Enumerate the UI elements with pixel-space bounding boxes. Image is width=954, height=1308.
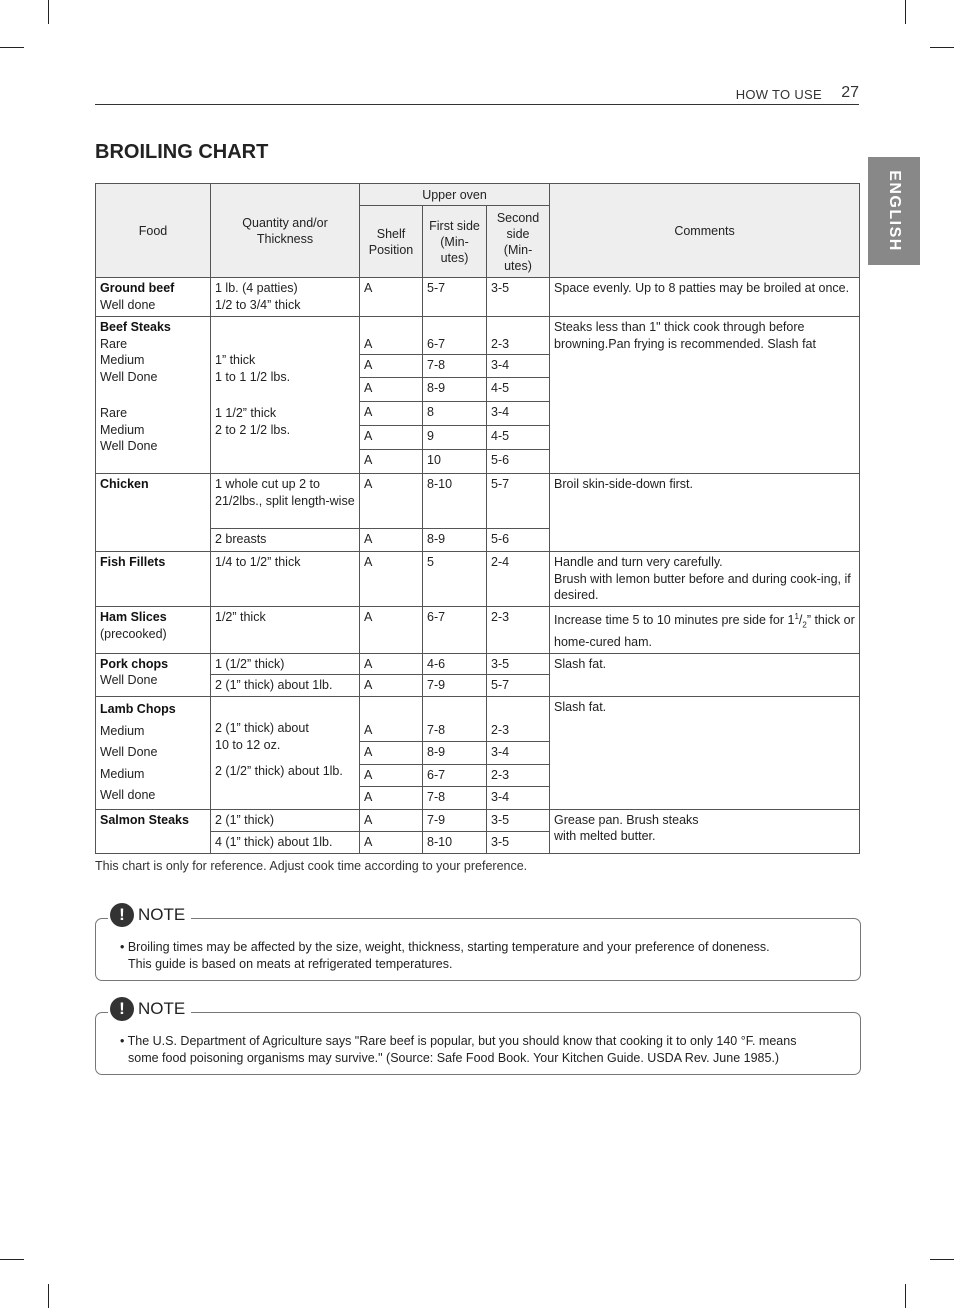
- page-title: BROILING CHART: [95, 141, 269, 163]
- shelf-cell: A: [360, 675, 423, 697]
- quantity-text: 1” thick: [215, 353, 256, 367]
- quantity-cell: 1 whole cut up 2 to 21/2lbs., split length-wise: [211, 474, 360, 529]
- food-name: Chicken: [100, 477, 149, 491]
- second-side-cell: 3-5: [487, 831, 550, 853]
- first-side-cell: 6-7: [423, 317, 487, 355]
- shelf-cell: A: [360, 450, 423, 474]
- food-cell: [96, 697, 211, 810]
- doneness: Well Done: [100, 745, 158, 760]
- shelf-cell: A: [360, 552, 423, 607]
- quantity-text: 1/2 to 3/4” thick: [215, 297, 301, 312]
- first-side-cell: 7-9: [423, 809, 487, 831]
- note-label: NOTE: [138, 905, 186, 924]
- comment-cell: [550, 809, 860, 853]
- page-header: [95, 84, 859, 105]
- second-side-cell: 5-7: [487, 675, 550, 697]
- food-name: Lamb Chops: [100, 702, 176, 717]
- broiling-chart-table: [95, 183, 860, 854]
- note-line: • Broiling times may be affected by the size, weight, thickness, starting temperature and your preference of doneness.: [120, 940, 770, 954]
- col-header-quantity: Quantity and/or Thickness: [211, 184, 360, 278]
- quantity-cell: 1/4 to 1/2” thick: [211, 552, 360, 607]
- shelf-cell: A: [360, 787, 423, 809]
- fraction-denominator: 2: [802, 620, 807, 630]
- crop-mark: [905, 1284, 906, 1308]
- first-side-cell: 6-7: [423, 764, 487, 787]
- note-text: [120, 1033, 850, 1066]
- table-row: [96, 552, 860, 607]
- first-side-cell: 7-8: [423, 787, 487, 809]
- comment-cell: Space evenly. Up to 8 patties may be broiled at once.: [550, 278, 860, 317]
- comment-cell: Increase time 5 to 10 minutes pre side for $1^1/_2$” thick or home-cured ham.: [550, 607, 860, 654]
- second-side-cell: 3-5: [487, 653, 550, 675]
- food-cell: [96, 607, 211, 654]
- comment-cell: Steaks less than 1" thick cook through before browning.Pan frying is recommended. Slash fat: [550, 317, 860, 474]
- second-side-cell: 2-3: [487, 607, 550, 654]
- quantity-cell: [211, 317, 360, 474]
- shelf-cell: A: [360, 653, 423, 675]
- quantity-cell: 4 (1” thick) about 1lb.: [211, 831, 360, 853]
- first-side-cell: 8-9: [423, 378, 487, 402]
- shelf-cell: A: [360, 402, 423, 426]
- quantity-text: 1 to 1 1/2 lbs.: [215, 369, 291, 384]
- second-side-cell: 4-5: [487, 378, 550, 402]
- shelf-cell: A: [360, 831, 423, 853]
- table-row: [96, 278, 860, 317]
- fraction-numerator: 1: [794, 612, 799, 621]
- doneness: Well Done: [100, 439, 158, 453]
- crop-mark: [0, 47, 24, 48]
- second-side-cell: 3-4: [487, 741, 550, 764]
- section-label: HOW TO USE: [735, 87, 822, 102]
- comment-cell: Slash fat.: [550, 653, 860, 697]
- shelf-cell: A: [360, 607, 423, 654]
- quantity-cell: 2 (1” thick) about 1lb.: [211, 675, 360, 697]
- quantity-cell: 1 (1/2” thick): [211, 653, 360, 675]
- col-header-shelf: Shelf Position: [360, 206, 423, 278]
- quantity-text: 2 to 2 1/2 lbs.: [215, 422, 291, 437]
- shelf-cell: A: [360, 378, 423, 402]
- shelf-cell: A: [360, 278, 423, 317]
- doneness: Well done: [100, 297, 156, 312]
- reference-footnote: This chart is only for reference. Adjust cook time according to your preference.: [95, 859, 528, 873]
- second-side-cell: 5-7: [487, 474, 550, 529]
- food-name: Salmon Steaks: [100, 812, 189, 827]
- col-header-comments: Comments: [550, 184, 860, 278]
- shelf-cell: A: [360, 809, 423, 831]
- note-text: [120, 939, 850, 972]
- second-side-cell: 2-3: [487, 764, 550, 787]
- table-row: [96, 607, 860, 654]
- second-side-cell: 2-3: [487, 317, 550, 355]
- crop-mark: [48, 1284, 49, 1308]
- first-side-cell: 5-7: [423, 278, 487, 317]
- quantity-text: 1 1/2” thick: [215, 406, 277, 420]
- first-side-cell: 5: [423, 552, 487, 607]
- second-side-cell: 2-4: [487, 552, 550, 607]
- quantity-cell: [211, 697, 360, 810]
- first-side-cell: 4-6: [423, 653, 487, 675]
- table-row: [96, 653, 860, 675]
- first-side-cell: 8-10: [423, 831, 487, 853]
- first-side-cell: 10: [423, 450, 487, 474]
- note-header: [108, 997, 191, 1021]
- language-tab: [868, 157, 920, 265]
- doneness: Rare: [100, 336, 128, 351]
- note-label: NOTE: [138, 999, 186, 1018]
- note-box: [95, 905, 861, 981]
- crop-mark: [48, 0, 49, 24]
- exclamation-icon: !: [110, 997, 134, 1021]
- food-name: Beef Steaks: [100, 320, 171, 334]
- food-name: Pork chops: [100, 656, 169, 671]
- crop-mark: [930, 47, 954, 48]
- language-tab-label: ENGLISH: [886, 170, 903, 252]
- note-box: [95, 999, 861, 1075]
- note-line: • The U.S. Department of Agriculture says "Rare beef is popular, but you should know that cooking it to only 140 °F. means: [120, 1034, 797, 1048]
- shelf-cell: A: [360, 317, 423, 355]
- shelf-cell: A: [360, 697, 423, 742]
- col-header-second-side: Second side (Min-utes): [487, 206, 550, 278]
- food-cell: [96, 278, 211, 317]
- comment-cell: Broil skin-side-down first.: [550, 474, 860, 552]
- shelf-cell: A: [360, 474, 423, 529]
- food-name: Ground beef: [100, 281, 175, 295]
- comment-text: Handle and turn very carefully.: [554, 555, 723, 569]
- first-side-cell: 9: [423, 426, 487, 450]
- table-row: [96, 697, 860, 742]
- food-name: Fish Fillets: [100, 555, 166, 569]
- quantity-cell: 2 breasts: [211, 529, 360, 552]
- table-row: [96, 317, 860, 355]
- doneness: Medium: [100, 766, 145, 781]
- doneness: Medium: [100, 353, 145, 367]
- doneness: Well done: [100, 788, 156, 803]
- second-side-cell: 2-3: [487, 697, 550, 742]
- shelf-cell: A: [360, 426, 423, 450]
- comment-text: Grease pan. Brush steaks: [554, 812, 699, 827]
- food-note: (precooked): [100, 626, 167, 641]
- comment-cell: Slash fat.: [550, 697, 860, 810]
- exclamation-icon: !: [110, 903, 134, 927]
- second-side-cell: 5-6: [487, 529, 550, 552]
- food-cell: [96, 474, 211, 552]
- first-side-cell: 7-8: [423, 697, 487, 742]
- table-row: [96, 809, 860, 831]
- crop-mark: [0, 1259, 24, 1260]
- doneness: Medium: [100, 422, 145, 437]
- quantity-text: 2 (1/2” thick) about 1lb.: [215, 764, 343, 779]
- second-side-cell: 3-4: [487, 787, 550, 809]
- second-side-cell: 3-4: [487, 355, 550, 378]
- food-cell: [96, 653, 211, 697]
- table-header-row: [96, 184, 860, 206]
- note-line: This guide is based on meats at refrigerated temperatures.: [128, 956, 453, 971]
- table-row: [96, 474, 860, 529]
- second-side-cell: 4-5: [487, 426, 550, 450]
- quantity-text: 10 to 12 oz.: [215, 737, 281, 752]
- quantity-cell: 2 (1” thick): [211, 809, 360, 831]
- shelf-cell: A: [360, 741, 423, 764]
- food-cell: [96, 809, 211, 853]
- crop-mark: [930, 1259, 954, 1260]
- first-side-cell: 8-9: [423, 741, 487, 764]
- doneness: Medium: [100, 723, 145, 738]
- food-name: Ham Slices: [100, 610, 167, 624]
- comment-text: Increase time 5 to 10 minutes pre side for 1: [554, 613, 795, 628]
- col-header-first-side: First side (Min-utes): [423, 206, 487, 278]
- first-side-cell: 6-7: [423, 607, 487, 654]
- doneness: Well Done: [100, 673, 158, 688]
- first-side-cell: 8-10: [423, 474, 487, 529]
- comment-text: Brush with lemon butter before and during cook-ing, if desired.: [554, 571, 851, 602]
- second-side-cell: 3-5: [487, 809, 550, 831]
- first-side-cell: 7-8: [423, 355, 487, 378]
- second-side-cell: 3-4: [487, 402, 550, 426]
- doneness: Rare: [100, 406, 128, 420]
- note-header: [108, 903, 191, 927]
- doneness: Well Done: [100, 369, 158, 384]
- first-side-cell: 7-9: [423, 675, 487, 697]
- col-header-upper-oven: Upper oven: [360, 184, 550, 206]
- quantity-text: 2 (1” thick) about: [215, 721, 309, 736]
- shelf-cell: A: [360, 355, 423, 378]
- comment-text: with melted butter.: [554, 829, 656, 844]
- shelf-cell: A: [360, 529, 423, 552]
- quantity-text: 1 lb. (4 patties): [215, 281, 298, 295]
- comment-cell: [550, 552, 860, 607]
- col-header-food: Food: [96, 184, 211, 278]
- first-side-cell: 8: [423, 402, 487, 426]
- comment-text: ” thick or home-cured ham.: [554, 613, 855, 650]
- note-line: some food poisoning organisms may survive." (Source: Safe Food Book. Your Kitchen Guide. USDA Rev. June 1985.): [128, 1050, 780, 1065]
- quantity-cell: [211, 278, 360, 317]
- food-cell: [96, 552, 211, 607]
- second-side-cell: 5-6: [487, 450, 550, 474]
- second-side-cell: 3-5: [487, 278, 550, 317]
- first-side-cell: 8-9: [423, 529, 487, 552]
- food-cell: [96, 317, 211, 474]
- page-number: 27: [841, 84, 859, 101]
- shelf-cell: A: [360, 764, 423, 787]
- crop-mark: [905, 0, 906, 24]
- quantity-cell: 1/2” thick: [211, 607, 360, 654]
